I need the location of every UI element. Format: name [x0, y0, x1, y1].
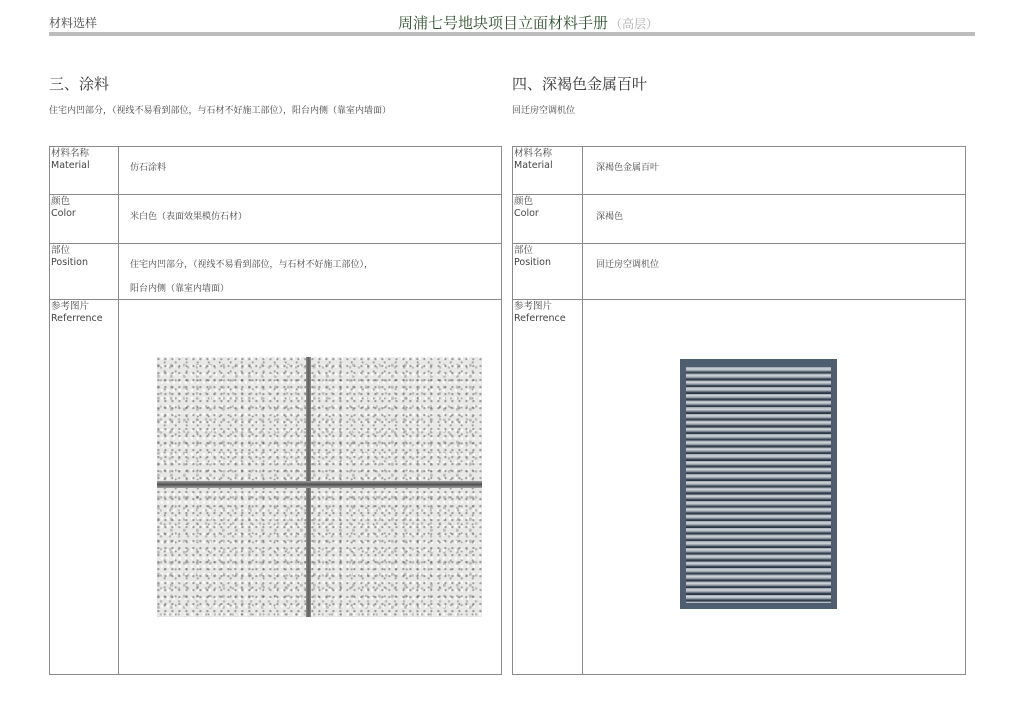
section-heading-coating: 三、涂料	[49, 75, 110, 93]
header-divider	[49, 32, 975, 36]
value-position-line2: 阳台内侧（靠室内墙面）	[130, 284, 230, 294]
document-title-main: 周浦七号地块项目立面材料手册	[398, 14, 609, 32]
value-material: 仿石涂料	[130, 163, 167, 173]
label-position: 部位 Position	[51, 245, 88, 268]
label-position: 部位 Position	[514, 245, 551, 268]
label-color: 颜色 Color	[51, 196, 76, 219]
tile-joint-horizontal	[157, 481, 482, 488]
section-description-coating: 住宅内凹部分，（视线不易看到部位，与石材不好施工部位），阳台内侧（靠室内墙面）	[49, 106, 392, 116]
label-reference: 参考图片 Referrence	[51, 301, 103, 324]
value-material: 深褐色金属百叶	[596, 163, 660, 173]
document-title-subtitle: （高层）	[610, 17, 659, 31]
louver-slats	[686, 367, 831, 603]
label-material: 材料名称 Material	[51, 148, 90, 171]
section-heading-louver: 四、深褐色金属百叶	[512, 75, 648, 93]
value-color: 深褐色	[596, 212, 624, 222]
value-position-line1: 回迁房空调机位	[596, 260, 660, 270]
document-title	[398, 12, 658, 33]
row-material	[513, 147, 965, 195]
stone-texture-image	[157, 357, 482, 617]
header-section-label: 材料选样	[49, 16, 98, 30]
value-position-line1: 住宅内凹部分，（视线不易看到部位，与石材不好施工部位），	[130, 260, 374, 270]
row-position	[50, 244, 501, 300]
label-color: 颜色 Color	[514, 196, 539, 219]
metal-louver-image	[680, 359, 837, 609]
row-position	[513, 244, 965, 300]
label-reference: 参考图片 Referrence	[514, 301, 566, 324]
label-material: 材料名称 Material	[514, 148, 553, 171]
value-color: 米白色（表面效果模仿石材）	[130, 212, 248, 222]
section-description-louver: 回迁房空调机位	[512, 106, 576, 116]
row-material	[50, 147, 501, 195]
row-color	[513, 195, 965, 244]
row-color	[50, 195, 501, 244]
